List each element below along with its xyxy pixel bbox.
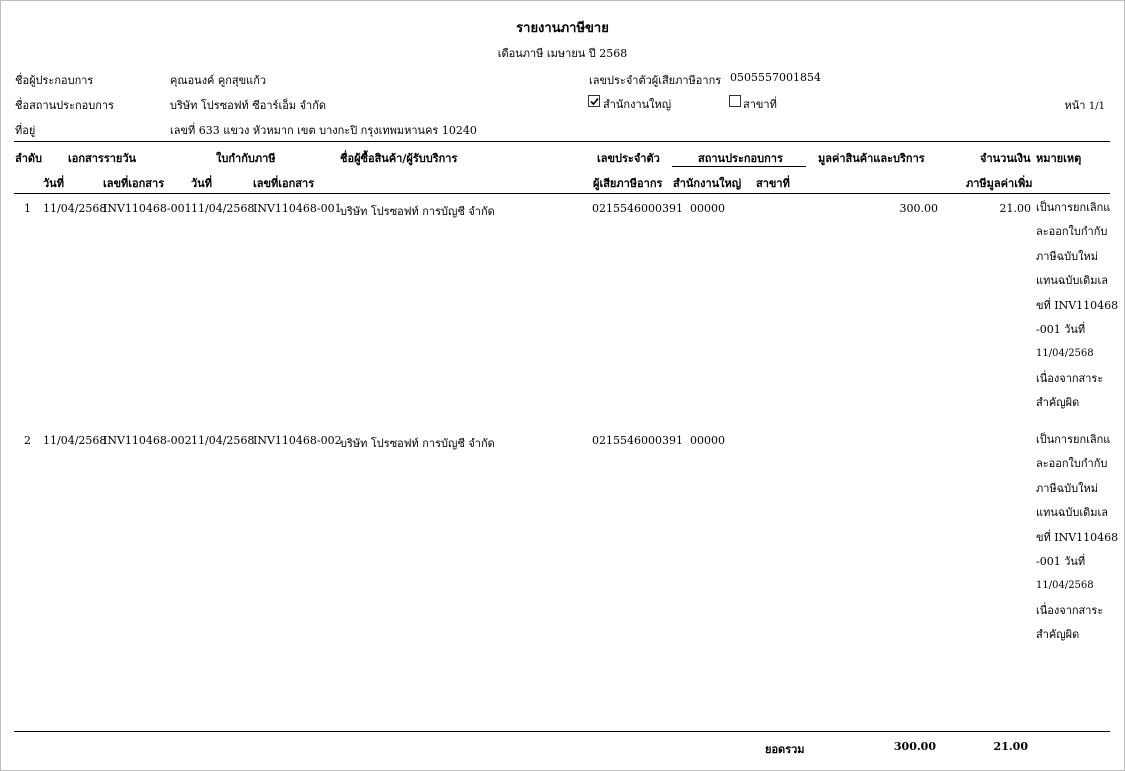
head-office-label: สำนักงานใหญ่ [603, 98, 672, 111]
establishment-label: ชื่อสถานประกอบการ [15, 99, 114, 112]
page-value: 1/1 [1088, 101, 1105, 112]
row-head-office: 00000 [690, 434, 725, 447]
row-inv-date: 11/04/2568 [191, 202, 255, 215]
taxid-label: เลขประจำตัวผู้เสียภาษีอากร [589, 74, 722, 87]
col-seq: ลำดับ [15, 152, 43, 165]
remark-line: เป็นการยกเลิกแ [1036, 201, 1111, 214]
row-buyer: บริษัท โปรซอฟท์ การบัญชี จำกัด [340, 205, 495, 218]
table-top-rule [14, 141, 1110, 142]
remark-line: ขที่ INV110468 [1036, 298, 1119, 312]
operator-value: คุณอนงค์ คูกสุขแก้ว [170, 74, 267, 87]
row-value: 300.00 [899, 202, 938, 215]
remark-line: เป็นการยกเลิกแ [1036, 433, 1111, 446]
address-value: เลขที่ 633 แขวง หัวหมาก เขต บางกะปิ กรุงเทพมหานคร 10240 [170, 124, 477, 137]
remark-line: ละออกใบกำกับ [1036, 225, 1108, 239]
col-daily-doc: เอกสารรายวัน [68, 152, 137, 165]
col-vat-bottom: ภาษีมูลค่าเพิ่ม [966, 177, 1033, 190]
col-buyer: ชื่อผู้ซื้อสินค้า/ผู้รับบริการ [340, 152, 458, 165]
totals-label: ยอดรวม [765, 743, 805, 756]
branch-checkbox [729, 95, 741, 107]
table-header-rule [14, 193, 1110, 194]
col-value: มูลค่าสินค้าและบริการ [818, 152, 925, 165]
totals-value: 300.00 [893, 740, 936, 753]
remark-line: เนื่องจากสาระ [1036, 371, 1104, 385]
checkmark-icon [589, 96, 600, 107]
totals-rule [14, 731, 1110, 732]
operator-label: ชื่อผู้ประกอบการ [15, 74, 94, 87]
row-inv-date: 11/04/2568 [191, 434, 255, 447]
totals-vat: 21.00 [993, 740, 1028, 753]
establishment-value: บริษัท โปรซอฟท์ ซีอาร์เอ็ม จำกัด [170, 99, 326, 112]
row-buyer: บริษัท โปรซอฟท์ การบัญชี จำกัด [340, 437, 495, 450]
remark-line: ภาษีฉบับใหม่ [1036, 249, 1099, 263]
row-vat: 21.00 [999, 202, 1031, 215]
row-date: 11/04/2568 [43, 202, 107, 215]
row-taxid: 0215546000391 [592, 202, 683, 215]
taxid-value: 0505557001854 [730, 71, 821, 84]
remark-line: ภาษีฉบับใหม่ [1036, 481, 1099, 495]
row-inv-doc-no: INV110468-002 [253, 434, 342, 447]
col-doc-no: เลขที่เอกสาร [103, 177, 165, 190]
row-inv-doc-no: INV110468-001 [253, 202, 342, 215]
col-taxid-bottom: ผู้เสียภาษีอากร [593, 177, 663, 190]
branch-label: สาขาที่ [743, 98, 777, 111]
remark-line: แทนฉบับเดิมเล [1036, 506, 1108, 520]
head-office-checkbox [588, 95, 600, 107]
row-date: 11/04/2568 [43, 434, 107, 447]
remark-line: ขที่ INV110468 [1036, 530, 1119, 544]
remark-line: -001 วันที่ [1036, 555, 1086, 568]
col-date: วันที่ [43, 177, 64, 190]
col-remark: หมายเหตุ [1036, 152, 1082, 165]
remark-line: สำคัญผิด [1036, 396, 1080, 410]
remark-line: 11/04/2568 [1036, 580, 1094, 592]
remark-line: -001 วันที่ [1036, 323, 1086, 336]
col-tax-invoice: ใบกำกับภาษี [216, 152, 276, 165]
col-branch: สาขาที่ [756, 177, 790, 190]
report-subtitle: เดือนภาษี เมษายน ปี 2568 [497, 47, 628, 60]
col-establishment: สถานประกอบการ [698, 152, 783, 165]
remark-line: แทนฉบับเดิมเล [1036, 274, 1108, 288]
report-title: รายงานภาษีขาย [516, 21, 609, 36]
row-doc-no: INV110468-002 [103, 434, 192, 447]
row-taxid: 0215546000391 [592, 434, 683, 447]
row-head-office: 00000 [690, 202, 725, 215]
remark-line: 11/04/2568 [1036, 348, 1094, 360]
remark-line: เนื่องจากสาระ [1036, 603, 1104, 617]
row-seq: 2 [24, 434, 31, 447]
col-vat-top: จำนวนเงิน [980, 152, 1031, 165]
col-inv-doc-no: เลขที่เอกสาร [253, 177, 315, 190]
page-label: หน้า [1064, 99, 1086, 112]
row-seq: 1 [24, 202, 31, 215]
remark-line: สำคัญผิด [1036, 628, 1080, 642]
page-number [1064, 96, 1105, 114]
row-doc-no: INV110468-001 [103, 202, 192, 215]
col-head-office: สำนักงานใหญ่ [673, 177, 742, 190]
col-inv-date: วันที่ [191, 177, 212, 190]
remark-line: ละออกใบกำกับ [1036, 457, 1108, 471]
address-label: ที่อยู่ [15, 124, 36, 137]
col-taxid-top: เลขประจำตัว [597, 152, 660, 165]
